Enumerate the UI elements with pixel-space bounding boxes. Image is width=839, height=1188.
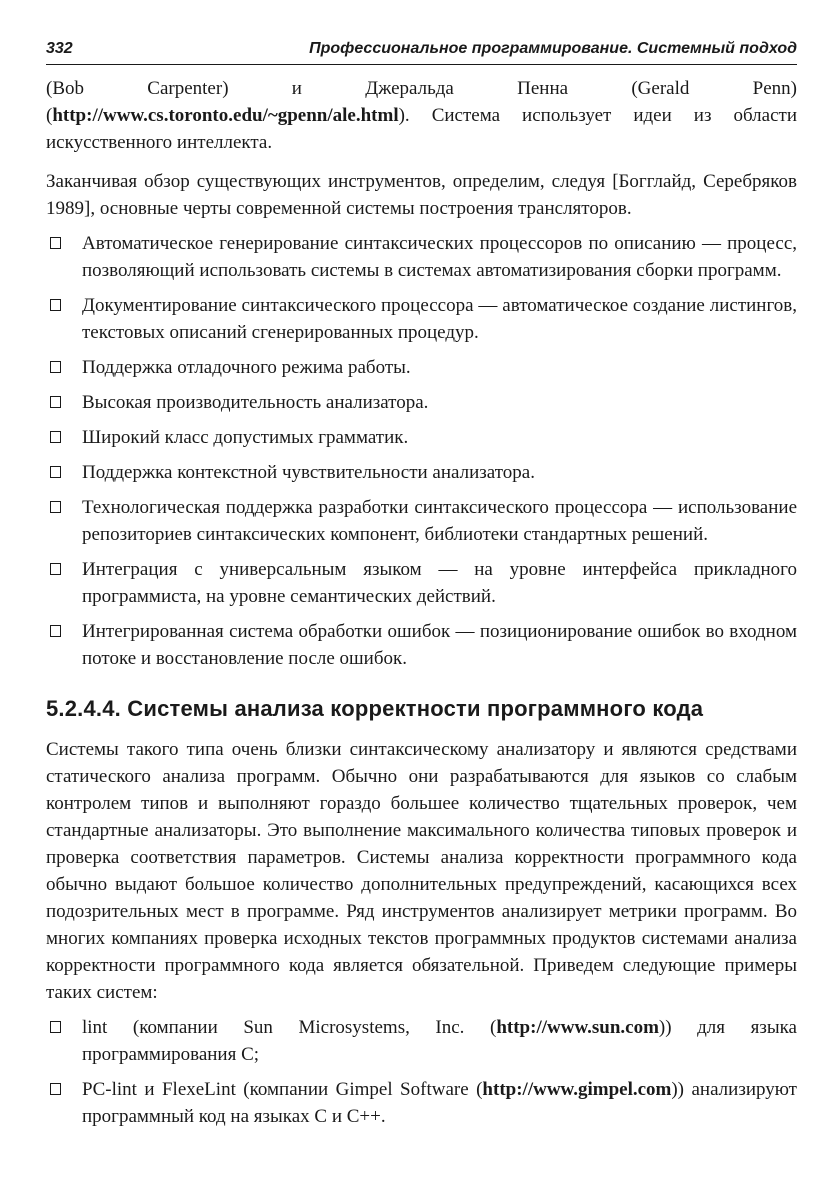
square-bullet-icon [50, 1083, 61, 1095]
example-text-after: )) анализируют программный код на языках C и C++. [82, 1079, 797, 1127]
features-list [46, 230, 797, 672]
example-text-before: PC-lint и FlexeLint (компании Gimpel Software ( [82, 1079, 483, 1100]
list-item-text: Интегрированная система обработки ошибок — позиционирование ошибок во входном потоке и восстановление после ошибок. [82, 621, 797, 669]
square-bullet-icon [50, 237, 61, 249]
list-item [46, 618, 797, 672]
list-item [46, 556, 797, 610]
list-item [46, 459, 797, 486]
list-item [46, 424, 797, 451]
intro-paragraph-2: Заканчивая обзор существующих инструментов, определим, следуя [Богглайд, Серебряков 1989], основные черты современной системы построения трансляторов. [46, 171, 797, 219]
square-bullet-icon [50, 466, 61, 478]
intro-text-after: ). Система использует идеи из области искусственного интеллекта. [46, 105, 797, 153]
square-bullet-icon [50, 1021, 61, 1033]
list-item [46, 389, 797, 416]
list-item [46, 494, 797, 548]
list-item-text: Широкий класс допустимых грамматик. [82, 427, 409, 448]
example-text-after: )) для языка программирования C; [82, 1017, 797, 1065]
intro-paragraph-1 [46, 75, 797, 156]
example-text-before: lint (компании Sun Microsystems, Inc. ( [82, 1017, 497, 1038]
list-item-text: Поддержка контекстной чувствительности анализатора. [82, 462, 535, 483]
ale-link[interactable]: http://www.cs.toronto.edu/~gpenn/ale.html [52, 105, 399, 126]
list-item-text: Документирование синтаксического процессора — автоматическое создание листингов, текстовых описаний сгенерированных процедур. [82, 295, 797, 343]
list-item [46, 292, 797, 346]
list-item-text: Технологическая поддержка разработки синтаксического процессора — использование репозиториев синтаксических компонент, библиотеки стандартных решений. [82, 497, 797, 545]
list-item-text: Интеграция с универсальным языком — на уровне интерфейса прикладного программиста, на уровне семантических действий. [82, 559, 797, 607]
list-item-text: Поддержка отладочного режима работы. [82, 357, 411, 378]
list-item [46, 230, 797, 284]
square-bullet-icon [50, 563, 61, 575]
section-paragraph: Системы такого типа очень близки синтаксическому анализатору и являются средствами статического анализа программ. Обычно они разрабатываются для языков со слабым контролем типов и выполняют гораздо большее количество тщательных проверок, чем стандартные анализаторы. Это выполнение максимального количества типовых проверок и проверка соответствия параметров. Системы анализа корректности программного кода обычно выдают большое количество дополнительных предупреждений, касающихся всех подозрительных мест в программе. Ряд инструментов анализирует метрики программ. Во многих компаниях проверка исходных текстов программных продуктов системами анализа корректности программного кода является обязательной. Приведем следующие примеры таких систем: [46, 739, 797, 1003]
page-number: 332 [46, 40, 73, 57]
list-item-text: Автоматическое генерирование синтаксических процессоров по описанию — процесс, позволяющий использовать системы в системах автоматизирования сборки программ. [82, 233, 797, 281]
square-bullet-icon [50, 501, 61, 513]
square-bullet-icon [50, 625, 61, 637]
running-title: Профессиональное программирование. Системный подход [309, 40, 797, 57]
examples-list [46, 1014, 797, 1130]
square-bullet-icon [50, 361, 61, 373]
list-item [46, 1076, 797, 1130]
list-item-text: Высокая производительность анализатора. [82, 392, 429, 413]
list-item [46, 1014, 797, 1068]
section-heading: 5.2.4.4. Системы анализа корректности программного кода [46, 696, 704, 721]
gimpel-link[interactable]: http://www.gimpel.com [482, 1079, 672, 1100]
square-bullet-icon [50, 299, 61, 311]
running-header [46, 40, 797, 65]
list-item [46, 354, 797, 381]
sun-link[interactable]: http://www.sun.com [496, 1017, 659, 1038]
intro-text-before: (Bob Carpenter) и Джеральда Пенна (Gerald Penn) ( [46, 78, 797, 126]
square-bullet-icon [50, 396, 61, 408]
square-bullet-icon [50, 431, 61, 443]
